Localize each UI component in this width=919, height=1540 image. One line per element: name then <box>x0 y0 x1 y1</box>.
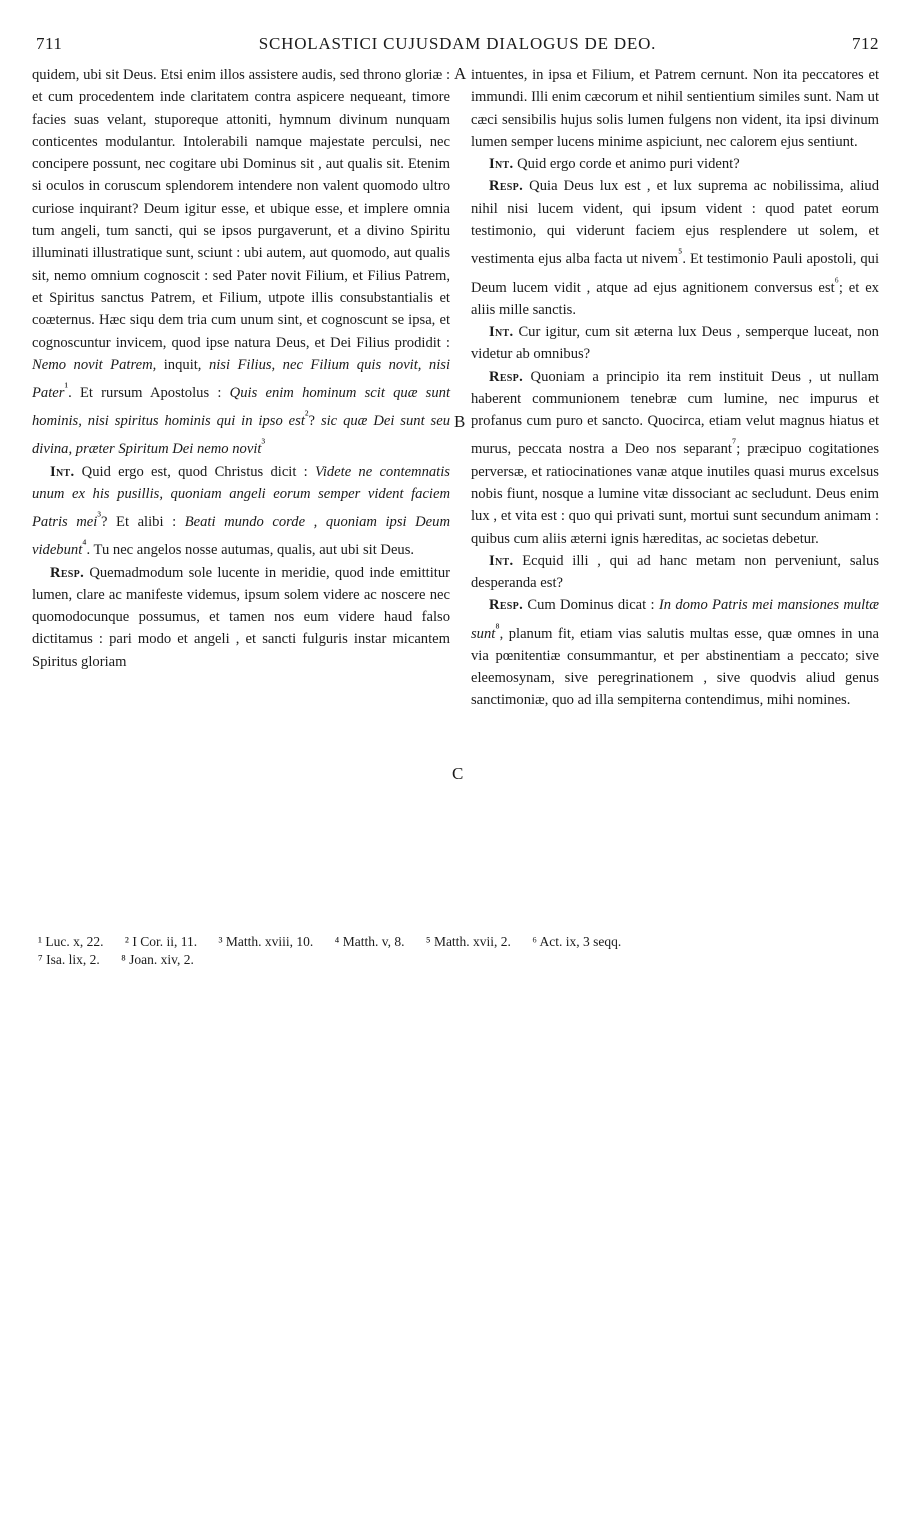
page-number-right: 712 <box>852 34 879 53</box>
footnote: ⁸ Joan. xiv, 2. <box>121 952 194 967</box>
footnote-ref: ⁸ <box>495 620 500 635</box>
speaker-label: Resp. <box>489 178 524 195</box>
footnote-line <box>38 933 888 951</box>
right-column <box>471 64 879 712</box>
speaker-label: Int. <box>489 156 514 173</box>
scripture-quote: sic quæ Dei sunt seu divina, præter Spiritum Dei nemo novit <box>32 413 450 458</box>
paragraph-text: Quid ergo est, quod Christus dicit : <box>81 463 308 480</box>
paragraph-text: quidem, ubi sit Deus. Etsi enim illos assistere audis, sed throno gloriæ : et cum procedentem inde claritatem contra aspicere nequeant, timore facies suas velant, stuporeque attoniti, hymnum divinum nunquam conticentes modulantur. Intolerabili namque majestate perculsi, nec concipere possunt, nec cogitare ubi Dominus sit , aut qualis sit. Etenim si oculos in coruscum splendorem intendere non valent quomodo ultro curiose inquirant? Deum igitur esse, et ubique esse, et implere omnia tum angeli, tum sancti, qui se ipsos purgaverunt, et a divino Spiritu illuminati illustratique sunt, sciunt : ubi autem, aut quomodo, aut qualis sit, nemo omnium cognoscit : sed Pater novit Filium, et Filius Patrem, et Spiritus sanctus Patrem, et Filium, utpote illis consubstantialis et coæternus. Hæc siqu dem tria cum unum sint, et cognoscunt se ipsa, et cognoscuntur invicem, quod ipse natura Deus, et Dei Filius prodidit : <box>32 67 450 351</box>
footnote-ref: ⁴ <box>82 537 87 552</box>
footnote: ⁷ Isa. lix, 2. <box>38 952 100 967</box>
paragraph-text: ; præcipuo cogitationes perversæ, et ratiocinationes vanæ atque inutiles quasi murus excelsus nobis fiunt, nosque a lumine vitæ dissociant ac secludunt. Deus enim lux , et vita est : quo qui privati sunt, mortui sunt secundum animam : quibus cum aliis æterni ignis hæreditas, ac societas debetur. <box>471 441 879 547</box>
paragraph-text: Quoniam a principio ita rem instituit Deus , ut nullam haberent communionem tenebræ cum lumine, nec impurus et profanus cum puro et sancto. Quocirca, etiam velut magnus hiatus et murus, peccata nostra a Deo nos separant <box>471 368 879 458</box>
scripture-quote: In domo Patris mei mansiones multæ sunt <box>471 597 880 642</box>
paragraph <box>32 562 450 673</box>
footnote-ref: ² <box>304 408 309 423</box>
paragraph-text: Quia Deus lux est , et lux suprema ac nobilissima, aliud nihil nisi lucem vident, qui ipsum vident : quod patet eorum testimonio, qui viderunt faciem ejus resplendere ut solem, et vestimenta ejus alba facta ut nivem <box>471 178 879 268</box>
paragraph-text: Quid ergo corde et animo puri vident? <box>517 156 740 173</box>
scripture-quote: Nemo novit Patrem, <box>32 356 157 373</box>
paragraph <box>471 550 879 595</box>
footnote-line <box>38 951 888 969</box>
footnote-ref: ³ <box>97 509 101 524</box>
footnote-ref: ⁶ <box>834 274 839 289</box>
paragraph-text: intuentes, in ipsa et Filium, et Patrem cernunt. Non ita peccatores et immundi. Illi enim cæcorum et nihil sentientium similes sunt. Nam ut cæci sensibilis hujus solis lumen fulgens non vident, ita ipsi divinum lumen semper lucens minime aspiciunt, nec calorem ejus sentiunt. <box>471 67 879 150</box>
footnote-ref: ³ <box>261 436 266 451</box>
paragraph <box>32 64 450 461</box>
paragraph-text: Ecquid illi , qui ad hanc metam non perveniunt, salus desperanda est? <box>471 552 880 592</box>
speaker-label: Int. <box>50 463 75 480</box>
footnotes <box>38 933 888 969</box>
footnote-ref: ⁵ <box>678 246 683 261</box>
footnote: ⁵ Matth. xvii, 2. <box>425 934 511 949</box>
scripture-quote: nisi Filius, nec Filium quis novit, nisi Pater <box>32 356 451 402</box>
paragraph <box>471 64 879 153</box>
paragraph-text: . Tu nec angelos nosse autumas, qualis, aut ubi sit Deus. <box>86 542 415 559</box>
paragraph-text: ? <box>308 413 316 430</box>
paragraph <box>471 153 879 175</box>
speaker-label: Int. <box>489 323 514 340</box>
footnote: ⁶ Act. ix, 3 seqq. <box>532 934 622 949</box>
running-title: SCHOLASTICI CUJUSDAM DIALOGUS DE DEO. <box>258 34 657 53</box>
left-column <box>32 64 450 673</box>
paragraph-text: . Et testimonio Pauli apostoli, qui Deum lucem vidit , atque ad ejus agnitionem conversus est <box>471 251 879 296</box>
footnote: ¹ Luc. x, 22. <box>38 934 104 949</box>
paragraph <box>471 321 879 366</box>
paragraph <box>32 461 450 562</box>
paragraph-text: . Et rursum Apostolus : <box>68 385 222 402</box>
paragraph <box>471 366 879 550</box>
paragraph-text: inquit, <box>163 356 202 373</box>
page-number-left: 711 <box>36 34 63 53</box>
paragraph-text: ; et ex aliis mille sanctis. <box>471 279 879 318</box>
footnote: ² I Cor. ii, 11. <box>124 934 198 949</box>
paragraph-text: ? Et alibi : <box>100 514 177 531</box>
paragraph-text: Cur igitur, cum sit æterna lux Deus , semperque luceat, non videtur ab omnibus? <box>471 323 879 363</box>
running-header <box>36 34 879 60</box>
paragraph <box>471 175 879 321</box>
footnote-ref: ¹ <box>64 380 69 395</box>
speaker-label: Int. <box>489 552 514 569</box>
paragraph-text: Cum Dominus dicat : <box>527 597 655 614</box>
speaker-label: Resp. <box>489 368 524 385</box>
scripture-quote: Beati mundo corde , quoniam ipsi Deum videbunt <box>32 514 450 559</box>
speaker-label: Resp. <box>50 564 85 581</box>
footnote: ³ Matth. xviii, 10. <box>218 934 314 949</box>
speaker-label: Resp. <box>489 597 524 614</box>
paragraph-text: , planum fit, etiam vias salutis multas esse, quæ omnes in una via pœnitentiæ consummantur, et per abstinentiam a peccato; sive eleemosynam, sive peregrinationem , sive quodvis aliud genus sanctimoniæ, quo ad illa sempiterna contendimus, mihi nomines. <box>471 625 879 709</box>
scripture-quote: Videte ne contemnatis unum ex his pusillis, quoniam angeli eorum semper vident faciem Patris mei <box>32 463 450 531</box>
scripture-quote: Quis enim hominum scit quæ sunt hominis, nisi spiritus hominis qui in ipso est <box>32 385 451 430</box>
paragraph <box>471 594 879 711</box>
margin-marker-b: B <box>454 412 466 431</box>
margin-marker-c: C <box>452 764 464 783</box>
footnote: ⁴ Matth. v, 8. <box>334 934 405 949</box>
margin-marker-a: A <box>454 64 467 83</box>
footnote-ref: ⁷ <box>731 436 737 451</box>
paragraph-text: Quemadmodum sole lucente in meridie, quod inde emittitur lumen, clare ac manifeste videmus, ipsum solem videre ac noscere nec quomodocunque possumus, et tamen nos eum videre haud falso dictitamus : pari modo et angeli , et sancti fulguris instar micantem Spiritus gloriam <box>32 564 451 670</box>
